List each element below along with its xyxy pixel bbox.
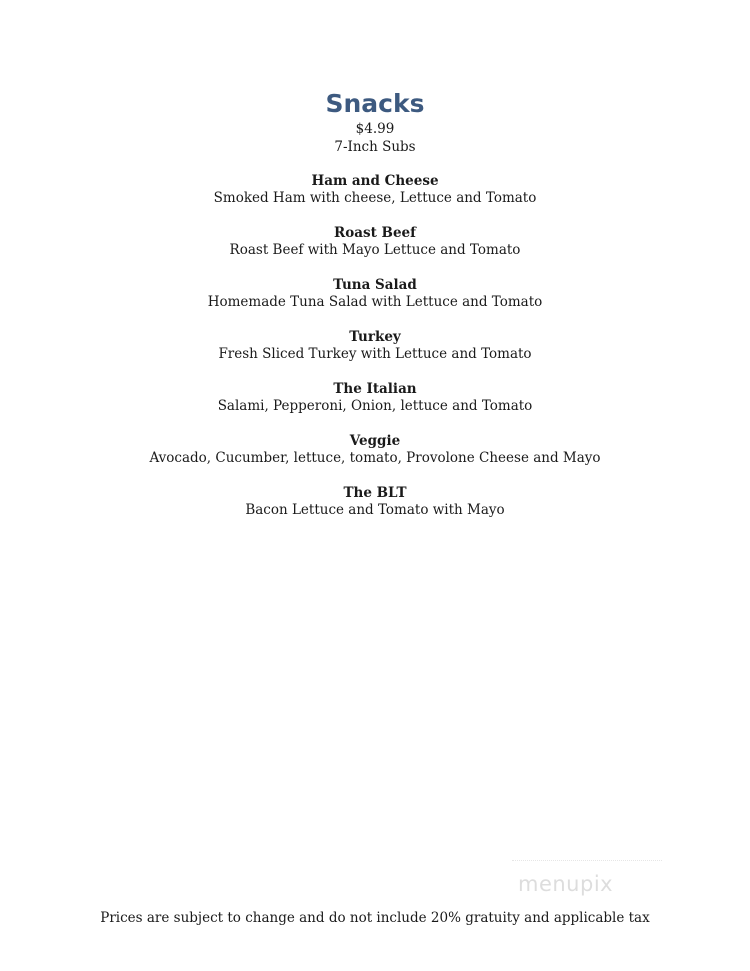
menu-item <box>0 432 750 484</box>
menu-item-description: Homemade Tuna Salad with Lettuce and Tomato <box>207 294 543 310</box>
menu-item-description: Fresh Sliced Turkey with Lettuce and Tomato <box>218 346 532 362</box>
footer-note: Prices are subject to change and do not include 20% gratuity and applicable tax <box>100 910 650 926</box>
menu-price: $4.99 <box>355 121 395 137</box>
watermark-logo: menupix <box>518 872 614 896</box>
menu-item-description: Avocado, Cucumber, lettuce, tomato, Provolone Cheese and Mayo <box>149 450 601 466</box>
menu-subtitle: 7-Inch Subs <box>334 139 416 155</box>
menu-item <box>0 484 750 536</box>
menu-item-name: The Italian <box>333 381 417 397</box>
menu-item <box>0 328 750 380</box>
menu-item <box>0 380 750 432</box>
menu-item <box>0 224 750 276</box>
menu-item-name: Turkey <box>349 329 401 345</box>
menu-title: Snacks <box>325 89 425 118</box>
menu-item-name: Ham and Cheese <box>311 173 439 189</box>
menu-item-name: Tuna Salad <box>333 277 417 293</box>
menu-item <box>0 276 750 328</box>
menu-item-description: Roast Beef with Mayo Lettuce and Tomato <box>229 242 521 258</box>
menupix-watermark <box>512 860 662 910</box>
menu-item <box>0 172 750 224</box>
menu-item-description: Bacon Lettuce and Tomato with Mayo <box>245 502 505 518</box>
menu-item-name: The BLT <box>343 485 407 501</box>
menu-item-description: Smoked Ham with cheese, Lettuce and Tomato <box>213 190 537 206</box>
menu-item-name: Roast Beef <box>334 225 416 241</box>
menu-item-list <box>0 172 750 536</box>
watermark-divider <box>512 860 662 861</box>
menu-item-name: Veggie <box>349 433 401 449</box>
menu-item-description: Salami, Pepperoni, Onion, lettuce and Tomato <box>217 398 533 414</box>
